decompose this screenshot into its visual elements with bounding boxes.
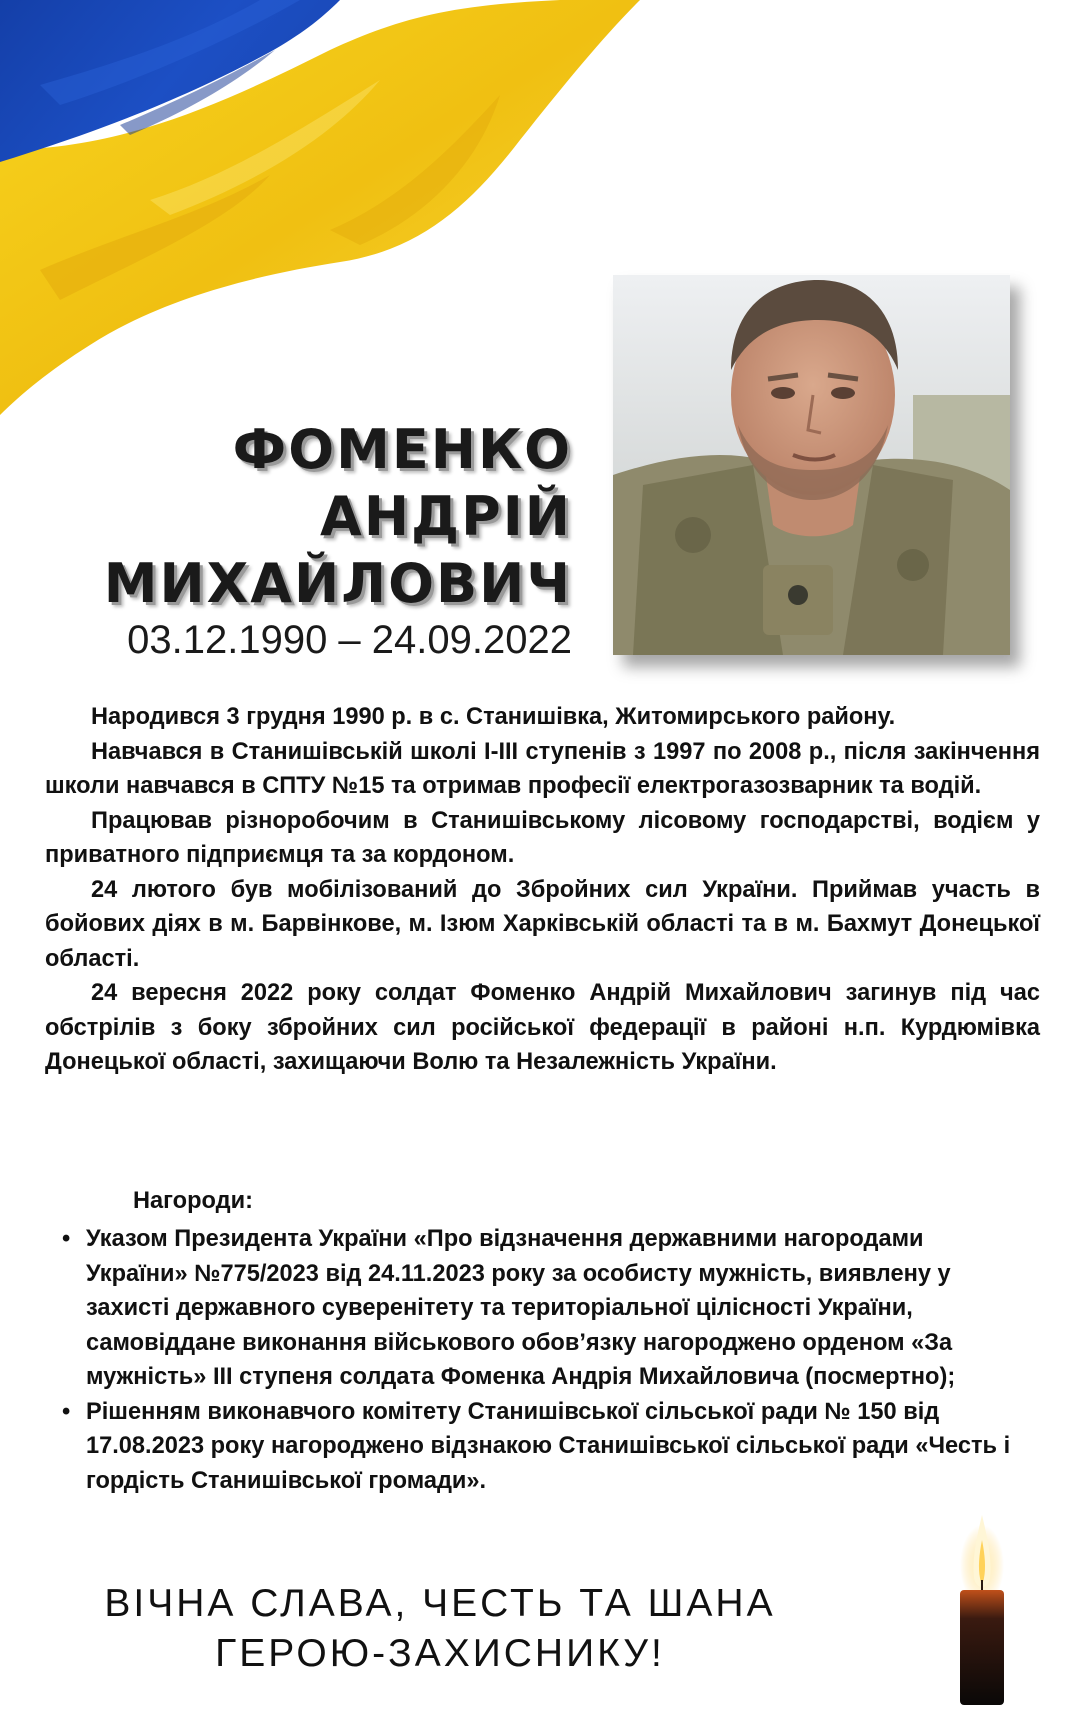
tribute-line-2: ГЕРОЮ-ЗАХИСНИКУ! bbox=[215, 1632, 665, 1675]
bio-paragraph-service: 24 лютого був мобілізований до Збройних сил України. Приймав участь в бойових діях в м. Барвінкове, м. Ізюм Харківській області та в м. Бахмут Донецької області. bbox=[45, 876, 1040, 972]
award-item bbox=[62, 1222, 1017, 1395]
surname: ФОМЕНКО bbox=[232, 418, 572, 481]
soldier-portrait bbox=[613, 275, 1010, 655]
awards-title: Нагороди: bbox=[133, 1188, 253, 1214]
bio-paragraph-education: Навчався в Станишівській школі І-ІІІ ступенів з 1997 по 2008 р., після закінчення школи навчався в СПТУ №15 та отримав професії електрогазозварник та водій. bbox=[45, 738, 1040, 799]
award-text: Указом Президента України «Про відзначення державними нагородами України» №775/2023 від 24.11.2023 року за особисту мужність, виявлену у захисті державного суверенітету та територіальної цілісності України, самовіддане виконання військового обов’язку нагороджено орденом «За мужність» ІІІ ступеня солдата Фоменка Андрія Михайловича (посмертно); bbox=[86, 1226, 956, 1390]
tribute-line-1: ВІЧНА СЛАВА, ЧЕСТЬ ТА ШАНА bbox=[104, 1582, 776, 1625]
bio-paragraph-birth: Народився 3 грудня 1990 р. в с. Станишівка, Житомирського району. bbox=[91, 704, 896, 730]
candle-icon bbox=[952, 1510, 1012, 1710]
bio-paragraph-work: Працював різноробочим в Станишівському лісовому господарстві, водієм у приватного підприємця та за кордоном. bbox=[45, 807, 1040, 868]
first-name: АНДРІЙ bbox=[320, 485, 572, 548]
awards-list bbox=[62, 1222, 1017, 1498]
bullet-icon: • bbox=[62, 1226, 71, 1252]
award-item bbox=[62, 1395, 1017, 1499]
ukraine-flag-icon bbox=[0, 0, 700, 430]
life-dates: 03.12.1990 – 24.09.2022 bbox=[127, 618, 572, 662]
bio-paragraph-death: 24 вересня 2022 року солдат Фоменко Андрій Михайлович загинув під час обстрілів з боку збройних сил російської федерації в районі н.п. Курдюмівка Донецької області, захищаючи Волю та Незалежність України. bbox=[45, 980, 1040, 1075]
patronymic: МИХАЙЛОВИЧ bbox=[103, 552, 572, 615]
biography bbox=[45, 700, 1040, 1080]
bullet-icon: • bbox=[62, 1398, 71, 1425]
award-text: Рішенням виконавчого комітету Станишівської сільської ради № 150 від 17.08.2023 року нагороджено відзнакою Станишівської сільської ради «Честь і гордість Станишівської громади». bbox=[86, 1398, 1011, 1494]
